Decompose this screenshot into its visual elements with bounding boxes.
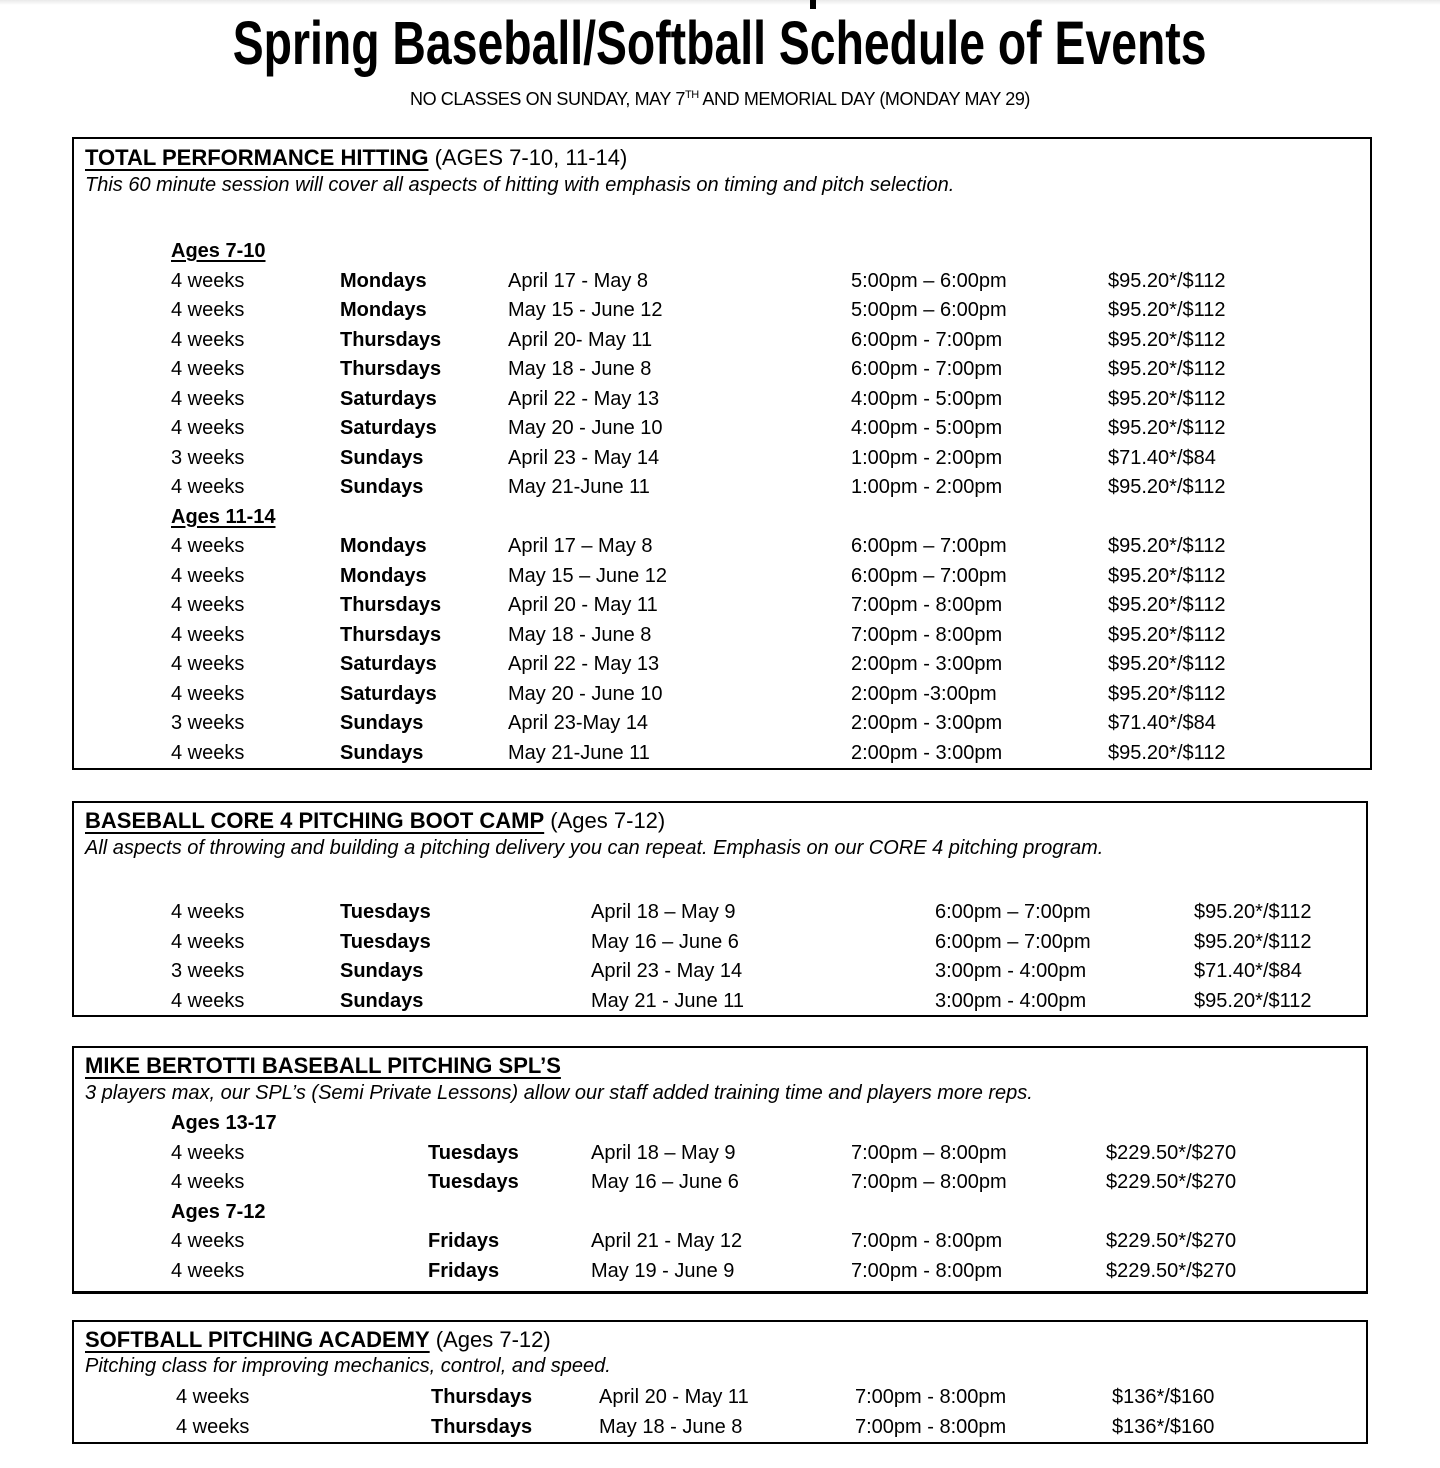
section-title: MIKE BERTOTTI BASEBALL PITCHING SPL’S	[85, 1053, 561, 1078]
day-cell: Thursdays	[340, 623, 442, 646]
time-cell: 2:00pm -3:00pm	[851, 682, 997, 705]
price-cell: $95.20*/$112	[1194, 901, 1312, 923]
weeks-cell: 4 weeks	[171, 1141, 245, 1164]
page-top-shadow	[0, 0, 1440, 5]
date-cell: April 21 - May 12	[591, 1230, 743, 1252]
day-cell: Saturdays	[340, 387, 437, 410]
day-cell: Tuesdays	[428, 1141, 519, 1164]
section-softball-pitching-academy	[72, 1320, 1368, 1444]
schedule-row	[74, 680, 1370, 710]
weeks-cell: 4 weeks	[171, 564, 245, 587]
weeks-cell: 4 weeks	[171, 299, 245, 321]
schedule-row	[74, 1413, 1366, 1443]
time-cell: 4:00pm - 5:00pm	[851, 417, 1003, 439]
schedule-row	[74, 957, 1366, 987]
day-cell: Saturdays	[340, 682, 437, 705]
section-title: BASEBALL CORE 4 PITCHING BOOT CAMP	[85, 808, 545, 833]
price-cell: $95.20*/$112	[1108, 476, 1226, 498]
ages-group-label: Ages 7-12	[171, 1200, 266, 1223]
schedule-row	[74, 296, 1370, 326]
time-cell: 7:00pm - 8:00pm	[851, 1230, 1003, 1252]
page-title: Spring Baseball/Softball Schedule of Events	[233, 9, 1207, 77]
price-cell: $136*/$160	[1112, 1386, 1215, 1408]
date-cell: May 18 - June 8	[508, 623, 652, 646]
date-cell: May 20 - June 10	[508, 682, 663, 705]
price-cell: $95.20*/$112	[1108, 269, 1226, 292]
date-cell: April 20 - May 11	[508, 594, 658, 616]
time-cell: 1:00pm - 2:00pm	[851, 476, 1003, 498]
weeks-cell: 4 weeks	[171, 328, 245, 351]
date-cell: April 22 - May 13	[508, 387, 660, 410]
weeks-cell: 4 weeks	[171, 682, 245, 705]
price-cell: $229.50*/$270	[1106, 1259, 1237, 1282]
section-header	[74, 808, 1366, 834]
schedule-row	[74, 1168, 1366, 1198]
note-text-continued: AND MEMORIAL DAY (MONDAY MAY 29)	[698, 89, 1031, 109]
time-cell: 3:00pm - 4:00pm	[935, 960, 1087, 982]
section-description: Pitching class for improving mechanics, control, and speed.	[85, 1355, 611, 1377]
weeks-cell: 3 weeks	[171, 712, 245, 734]
day-cell: Mondays	[340, 269, 427, 292]
schedule-row	[74, 1227, 1366, 1257]
schedule-row	[74, 650, 1370, 680]
schedule-row	[74, 326, 1370, 356]
date-cell: May 19 - June 9	[591, 1259, 735, 1282]
weeks-cell: 4 weeks	[171, 1171, 245, 1193]
price-cell: $95.20*/$112	[1194, 989, 1312, 1012]
schedule-row	[74, 739, 1370, 769]
date-cell: May 18 - June 8	[599, 1415, 743, 1438]
schedule-row	[74, 898, 1366, 928]
date-cell: April 20- May 11	[508, 328, 653, 351]
price-cell: $95.20*/$112	[1108, 417, 1226, 439]
day-cell: Thursdays	[340, 328, 442, 351]
weeks-cell: 4 weeks	[171, 358, 245, 380]
day-cell: Tuesdays	[340, 901, 431, 923]
title-area	[0, 10, 1440, 76]
date-cell: April 18 – May 9	[591, 1141, 736, 1164]
weeks-cell: 4 weeks	[176, 1386, 250, 1408]
note-superscript: TH	[684, 89, 699, 101]
schedule-lines	[74, 1383, 1366, 1442]
weeks-cell: 4 weeks	[176, 1415, 250, 1438]
weeks-cell: 3 weeks	[171, 446, 245, 469]
weeks-cell: 4 weeks	[171, 387, 245, 410]
time-cell: 6:00pm – 7:00pm	[851, 535, 1007, 557]
schedule-row	[74, 709, 1370, 739]
schedule-row	[74, 385, 1370, 415]
section-title-suffix: (Ages 7-12)	[544, 808, 666, 833]
time-cell: 1:00pm - 2:00pm	[851, 446, 1003, 469]
time-cell: 7:00pm - 8:00pm	[851, 623, 1003, 646]
schedule-row	[74, 621, 1370, 651]
day-cell: Tuesdays	[340, 930, 431, 953]
weeks-cell: 3 weeks	[171, 960, 245, 982]
time-cell: 5:00pm – 6:00pm	[851, 299, 1007, 321]
day-cell: Sundays	[340, 741, 424, 764]
schedule-lines	[74, 1109, 1366, 1286]
day-cell: Fridays	[428, 1230, 500, 1252]
schedule-row	[74, 473, 1370, 503]
date-cell: May 16 – June 6	[591, 930, 739, 953]
section-header	[74, 145, 1370, 171]
day-cell: Thursdays	[340, 358, 442, 380]
day-cell: Thursdays	[431, 1415, 533, 1438]
time-cell: 6:00pm – 7:00pm	[851, 564, 1007, 587]
price-cell: $95.20*/$112	[1108, 741, 1226, 764]
section-description: 3 players max, our SPL’s (Semi Private Lessons) allow our staff added training time and players more reps.	[85, 1082, 1033, 1104]
schedule-row	[74, 987, 1366, 1017]
cropped-text-artifact	[810, 0, 816, 9]
day-cell: Thursdays	[340, 594, 442, 616]
weeks-cell: 4 weeks	[171, 535, 245, 557]
weeks-cell: 4 weeks	[171, 269, 245, 292]
ages-group-label: Ages 13-17	[171, 1112, 277, 1134]
section-title-suffix: (AGES 7-10, 11-14)	[428, 145, 628, 170]
weeks-cell: 4 weeks	[171, 901, 245, 923]
section-title-suffix: (Ages 7-12)	[429, 1327, 551, 1352]
price-cell: $71.40*/$84	[1194, 960, 1302, 982]
date-cell: April 23 - May 14	[508, 446, 660, 469]
price-cell: $71.40*/$84	[1108, 446, 1216, 469]
date-cell: May 18 - June 8	[508, 358, 652, 380]
time-cell: 7:00pm - 8:00pm	[855, 1386, 1007, 1408]
price-cell: $95.20*/$112	[1108, 535, 1226, 557]
day-cell: Sundays	[340, 712, 424, 734]
time-cell: 7:00pm - 8:00pm	[855, 1415, 1007, 1438]
weeks-cell: 4 weeks	[171, 930, 245, 953]
date-cell: May 15 - June 12	[508, 299, 663, 321]
date-cell: May 21 - June 11	[591, 989, 745, 1012]
price-cell: $95.20*/$112	[1108, 358, 1226, 380]
time-cell: 7:00pm – 8:00pm	[851, 1141, 1007, 1164]
schedule-lines	[74, 237, 1370, 768]
day-cell: Tuesdays	[428, 1171, 519, 1193]
price-cell: $95.20*/$112	[1108, 387, 1226, 410]
day-cell: Saturdays	[340, 417, 437, 439]
schedule-row	[74, 1139, 1366, 1169]
date-cell: April 22 - May 13	[508, 653, 660, 675]
schedule-row	[74, 562, 1370, 592]
day-cell: Mondays	[340, 564, 427, 587]
day-cell: Mondays	[340, 299, 427, 321]
date-cell: May 16 – June 6	[591, 1171, 739, 1193]
price-cell: $136*/$160	[1112, 1415, 1215, 1438]
section-title: SOFTBALL PITCHING ACADEMY	[85, 1327, 430, 1352]
schedule-row	[74, 1383, 1366, 1413]
price-cell: $229.50*/$270	[1106, 1230, 1237, 1252]
price-cell: $95.20*/$112	[1108, 299, 1226, 321]
weeks-cell: 4 weeks	[171, 623, 245, 646]
note-text: NO CLASSES ON SUNDAY, MAY 7	[409, 89, 685, 109]
time-cell: 7:00pm - 8:00pm	[851, 1259, 1003, 1282]
section-total-performance-hitting	[72, 137, 1372, 770]
date-cell: April 23 - May 14	[591, 960, 743, 982]
section-header	[74, 1327, 1366, 1353]
price-cell: $95.20*/$112	[1108, 328, 1226, 351]
day-cell: Thursdays	[431, 1386, 533, 1408]
no-classes-note	[0, 84, 1440, 110]
day-cell: Sundays	[340, 476, 424, 498]
day-cell: Fridays	[428, 1259, 500, 1282]
day-cell: Sundays	[340, 989, 424, 1012]
date-cell: April 20 - May 11	[599, 1386, 749, 1408]
time-cell: 7:00pm - 8:00pm	[851, 594, 1003, 616]
schedule-row	[74, 444, 1370, 474]
date-cell: April 18 – May 9	[591, 901, 736, 923]
time-cell: 4:00pm - 5:00pm	[851, 387, 1003, 410]
date-cell: May 15 – June 12	[508, 564, 667, 587]
time-cell: 6:00pm - 7:00pm	[851, 328, 1003, 351]
section-description: All aspects of throwing and building a pitching delivery you can repeat. Emphasis on our CORE 4 pitching program.	[85, 837, 1104, 859]
section-header	[74, 1053, 1366, 1079]
time-cell: 6:00pm - 7:00pm	[851, 358, 1003, 380]
schedule-row	[74, 532, 1370, 562]
schedule-row	[74, 1257, 1366, 1287]
day-cell: Sundays	[340, 446, 424, 469]
time-cell: 2:00pm - 3:00pm	[851, 653, 1003, 675]
schedule-row	[74, 928, 1366, 958]
schedule-row	[74, 267, 1370, 297]
price-cell: $95.20*/$112	[1108, 623, 1226, 646]
ages-group-label: Ages 11-14	[171, 505, 276, 528]
section-baseball-core4-boot-camp	[72, 801, 1368, 1017]
date-cell: April 17 – May 8	[508, 535, 653, 557]
section-mike-bertotti-pitching-spls	[72, 1046, 1368, 1294]
time-cell: 7:00pm – 8:00pm	[851, 1171, 1007, 1193]
price-cell: $229.50*/$270	[1106, 1141, 1237, 1164]
time-cell: 2:00pm - 3:00pm	[851, 712, 1003, 734]
weeks-cell: 4 weeks	[171, 594, 245, 616]
weeks-cell: 4 weeks	[171, 653, 245, 675]
price-cell: $71.40*/$84	[1108, 712, 1216, 734]
schedule-row	[74, 591, 1370, 621]
date-cell: April 17 - May 8	[508, 269, 649, 292]
time-cell: 3:00pm - 4:00pm	[935, 989, 1087, 1012]
price-cell: $95.20*/$112	[1108, 594, 1226, 616]
date-cell: April 23-May 14	[508, 712, 649, 734]
time-cell: 6:00pm – 7:00pm	[935, 930, 1091, 953]
price-cell: $229.50*/$270	[1106, 1171, 1237, 1193]
schedule-row	[74, 355, 1370, 385]
date-cell: May 21-June 11	[508, 741, 650, 764]
weeks-cell: 4 weeks	[171, 741, 245, 764]
weeks-cell: 4 weeks	[171, 1259, 245, 1282]
time-cell: 6:00pm – 7:00pm	[935, 901, 1091, 923]
price-cell: $95.20*/$112	[1108, 564, 1226, 587]
date-cell: May 20 - June 10	[508, 417, 663, 439]
weeks-cell: 4 weeks	[171, 1230, 245, 1252]
date-cell: May 21-June 11	[508, 476, 650, 498]
schedule-row	[74, 414, 1370, 444]
day-cell: Sundays	[340, 960, 424, 982]
day-cell: Mondays	[340, 535, 427, 557]
section-description: This 60 minute session will cover all aspects of hitting with emphasis on timing and pitch selection.	[85, 174, 955, 196]
price-cell: $95.20*/$112	[1194, 930, 1312, 953]
section-title: TOTAL PERFORMANCE HITTING	[85, 145, 429, 170]
time-cell: 2:00pm - 3:00pm	[851, 741, 1003, 764]
ages-group-label: Ages 7-10	[171, 240, 266, 262]
price-cell: $95.20*/$112	[1108, 653, 1226, 675]
weeks-cell: 4 weeks	[171, 476, 245, 498]
day-cell: Saturdays	[340, 653, 437, 675]
schedule-lines	[74, 898, 1366, 1016]
weeks-cell: 4 weeks	[171, 989, 245, 1012]
weeks-cell: 4 weeks	[171, 417, 245, 439]
price-cell: $95.20*/$112	[1108, 682, 1226, 705]
time-cell: 5:00pm – 6:00pm	[851, 269, 1007, 292]
